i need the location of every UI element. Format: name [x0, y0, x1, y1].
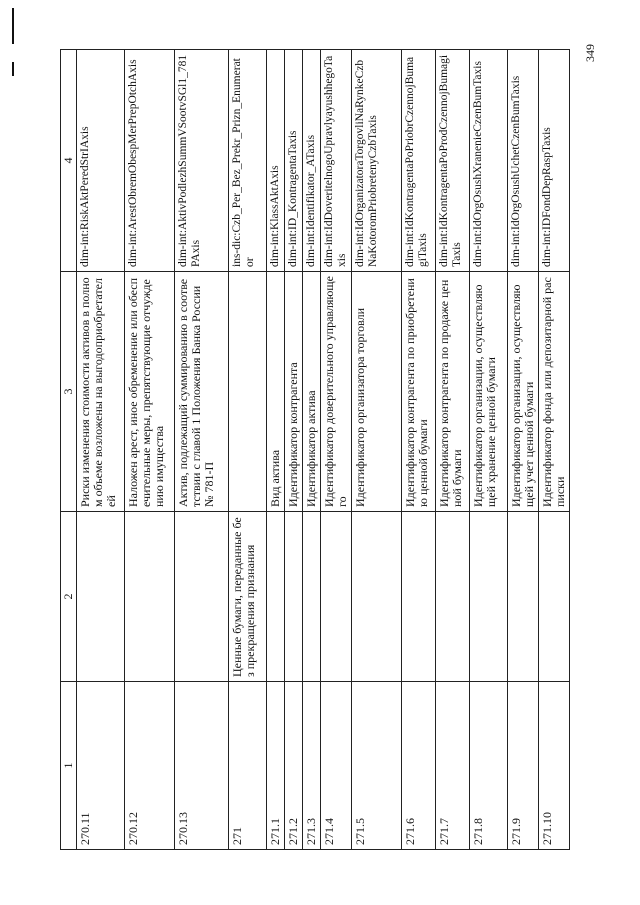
scan-edge-mark-bottom: [12, 62, 14, 76]
row-description: Наложен арест, иное обременение или обеспечительные меры, препятствующие отчуждению имущества: [125, 272, 175, 512]
row-description: [229, 272, 267, 512]
row-number: 271.4: [321, 682, 352, 850]
row-number: 271: [229, 682, 267, 850]
row-description: Идентификатор контрагента по продаже ценной бумаги: [436, 272, 470, 512]
table-row: [303, 50, 321, 850]
row-code: dim-int:IdKontragentaPoProdCzennojBumagiTaxis: [436, 50, 470, 272]
table-row: [402, 50, 436, 850]
header-col-1: 1: [61, 682, 77, 850]
row-description: Идентификатор доверительного управляющего: [321, 272, 352, 512]
row-description: Идентификатор организации, осуществляющей хранение ценной бумаги: [470, 272, 508, 512]
row-name: [436, 512, 470, 682]
table-row: [508, 50, 539, 850]
row-name: [303, 512, 321, 682]
row-code: dim-int:ArestObremObespMerPrepOtchAxis: [125, 50, 175, 272]
row-description: Вид актива: [267, 272, 285, 512]
row-number: 271.3: [303, 682, 321, 850]
table-row: [285, 50, 303, 850]
row-description: Идентификатор организатора торговли: [352, 272, 402, 512]
row-code: dim-int:ID_KontragentaTaxis: [285, 50, 303, 272]
table-row: [352, 50, 402, 850]
row-name: [508, 512, 539, 682]
row-name: [321, 512, 352, 682]
header-col-4: 4: [61, 50, 77, 272]
row-name: [267, 512, 285, 682]
row-name: [539, 512, 570, 682]
data-table: [60, 49, 570, 850]
row-number: 271.2: [285, 682, 303, 850]
row-description: Идентификатор контрагента: [285, 272, 303, 512]
row-code: dim-int:AktivPodlezhSummVSootvSGl1_781PAxis: [175, 50, 229, 272]
row-name: [285, 512, 303, 682]
table-header-row: [61, 50, 77, 850]
row-description: Идентификатор организации, осуществляющей учет ценной бумаги: [508, 272, 539, 512]
row-number: 271.7: [436, 682, 470, 850]
row-number: 271.6: [402, 682, 436, 850]
row-number: 271.10: [539, 682, 570, 850]
header-col-3: 3: [61, 272, 77, 512]
row-description: Риски изменения стоимости активов в полном объеме возложены на выгодоприобретателей: [77, 272, 125, 512]
row-description: Идентификатор актива: [303, 272, 321, 512]
row-name: [77, 512, 125, 682]
table-row: [470, 50, 508, 850]
table-row: [539, 50, 570, 850]
row-code: dim-int:RiskAktPeredStrIAxis: [77, 50, 125, 272]
row-code: dim-int:IdOrgOsushXranenieCzenBumTaxis: [470, 50, 508, 272]
row-number: 271.5: [352, 682, 402, 850]
row-code: dim-int:IdKontragentaPoPriobrCzennojBumagiTaxis: [402, 50, 436, 272]
row-code: dim-int:IdOrganizatoraTorgovliNaRynkeCzbNaKotoromPriobretenyCzbTaxis: [352, 50, 402, 272]
row-number: 271.9: [508, 682, 539, 850]
row-number: 270.11: [77, 682, 125, 850]
table-row: [267, 50, 285, 850]
row-code: dim-int:Identifikator_ATaxis: [303, 50, 321, 272]
row-description: Идентификатор контрагента по приобретению ценной бумаги: [402, 272, 436, 512]
row-number: 271.1: [267, 682, 285, 850]
rotated-page-content: [60, 50, 567, 850]
row-name: [470, 512, 508, 682]
row-number: 270.12: [125, 682, 175, 850]
table-row: [77, 50, 125, 850]
row-number: 270.13: [175, 682, 229, 850]
row-description: Идентификатор фонда или депозитарной расписки: [539, 272, 570, 512]
table-row: [125, 50, 175, 850]
table-row: [436, 50, 470, 850]
row-number: 271.8: [470, 682, 508, 850]
row-name: Ценные бумаги, переданные без прекращения признания: [229, 512, 267, 682]
row-code: dim-int:IDFondDepRaspTaxis: [539, 50, 570, 272]
table-row: [229, 50, 267, 850]
scan-edge-mark-top: [12, 8, 14, 44]
page-number: 349: [583, 44, 597, 62]
table-row: [321, 50, 352, 850]
table-body: [77, 50, 570, 850]
row-description: Актив, подлежащий суммированию в соответствии с главой 1 Положения Банка России № 781-П: [175, 272, 229, 512]
row-code: dim-int:IdOrgOsushUchetCzenBumTaxis: [508, 50, 539, 272]
header-col-2: 2: [61, 512, 77, 682]
row-code: dim-int:KlassAktAxis: [267, 50, 285, 272]
row-name: [175, 512, 229, 682]
table-row: [175, 50, 229, 850]
row-name: [125, 512, 175, 682]
row-name: [402, 512, 436, 682]
row-name: [352, 512, 402, 682]
row-code: dim-int:IdDoveritelnogoUpravlyayushhegoTaxis: [321, 50, 352, 272]
row-code: ins-dic:Czb_Per_Bez_Prekr_Prizn_Enumerator: [229, 50, 267, 272]
